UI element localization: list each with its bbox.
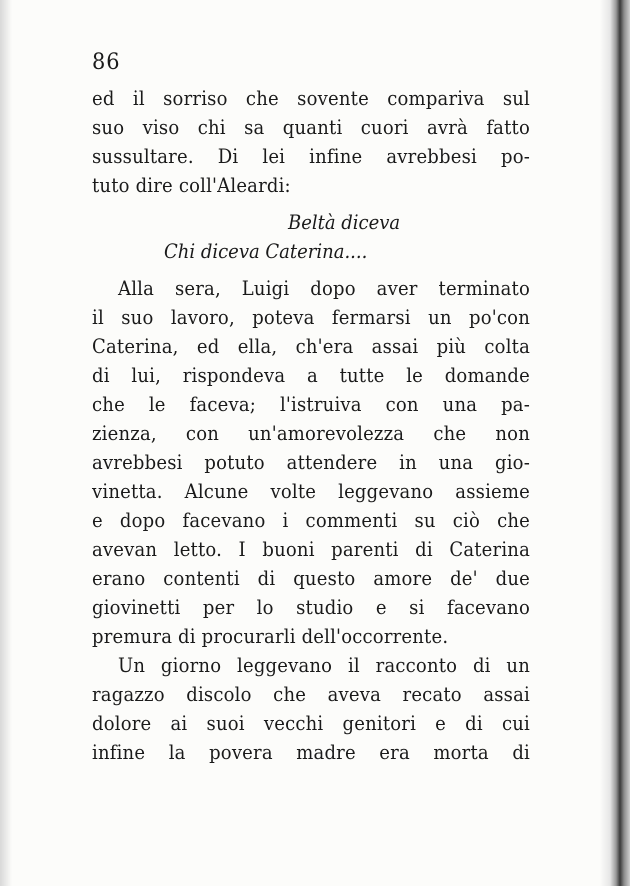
text-line: suo viso chi sa quanti cuori avrà fatto xyxy=(92,115,530,139)
text-line: premura di procurarli dell'occorrente. xyxy=(92,624,449,648)
page-edge xyxy=(600,0,630,886)
text-line: di lui, rispondeva a tutte le domande xyxy=(92,363,530,387)
text-line: dolore ai suoi vecchi genitori e di cui xyxy=(92,711,530,735)
text-line: e dopo facevano i commenti su ciò che xyxy=(92,508,530,532)
text-line: Alla sera, Luigi dopo aver terminato xyxy=(118,276,530,300)
text-line: avrebbesi potuto attendere in una gio- xyxy=(92,450,530,474)
text-line: giovinetti per lo studio e si facevano xyxy=(92,595,530,619)
text-line: vinetta. Alcune volte leggevano assieme xyxy=(92,479,530,503)
text-line: ed il sorriso che sovente compariva sul xyxy=(92,86,530,110)
text-line: tuto dire coll'Aleardi: xyxy=(92,173,291,197)
text-line: erano contenti di questo amore de' due xyxy=(92,566,530,590)
text-line: Caterina, ed ella, ch'era assai più colta xyxy=(92,334,530,358)
page-number: 86 xyxy=(92,50,121,75)
text-line: avevan letto. I buoni parenti di Caterina xyxy=(92,537,530,561)
binding-shadow xyxy=(0,0,12,886)
text-line: il suo lavoro, poteva fermarsi un po'con xyxy=(92,305,530,329)
body-text xyxy=(92,84,530,767)
verse-line: Beltà diceva xyxy=(288,210,401,234)
text-line: Un giorno leggevano il racconto di un xyxy=(118,653,530,677)
text-line: infine la povera madre era morta di xyxy=(92,740,530,764)
verse-line: Chi diceva Caterina.... xyxy=(164,239,368,263)
text-line: che le faceva; l'istruiva con una pa- xyxy=(92,392,530,416)
text-line: zienza, con un'amorevolezza che non xyxy=(92,421,530,445)
text-line: sussultare. Di lei infine avrebbesi po- xyxy=(92,144,530,168)
text-line: ragazzo discolo che aveva recato assai xyxy=(92,682,530,706)
